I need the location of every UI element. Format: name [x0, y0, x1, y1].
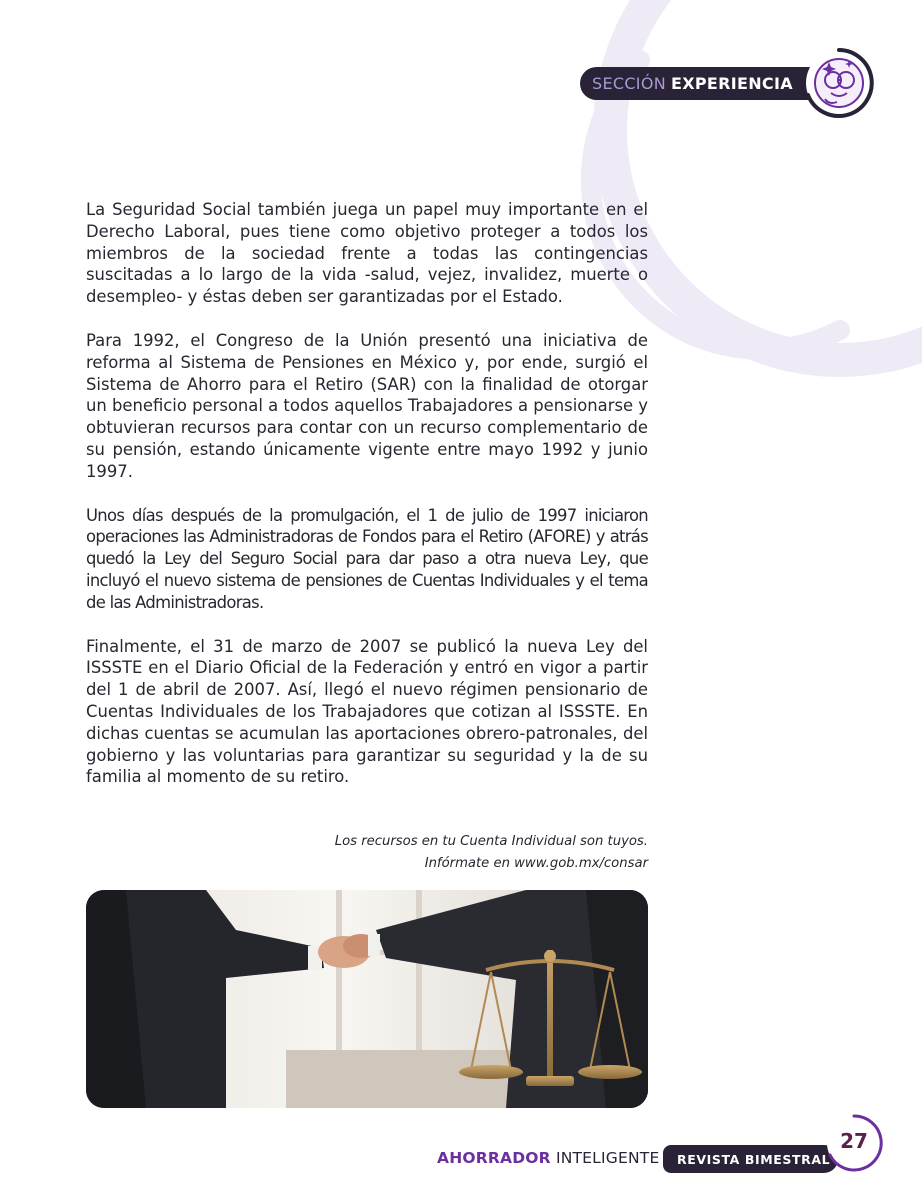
page-number: 27 — [840, 1129, 868, 1153]
thinking-face-icon — [803, 47, 875, 119]
pull-quote-line: Infórmate en www.gob.mx/consar — [424, 855, 648, 871]
pull-quote-line: Los recursos en tu Cuenta Individual son tuyos. — [334, 834, 648, 849]
section-tag-label: SECCIÓN — [592, 74, 666, 93]
article-body — [86, 199, 648, 810]
page-number-badge — [824, 1113, 884, 1173]
brand-bold: AHORRADOR — [437, 1149, 551, 1167]
footer-pill — [663, 1145, 838, 1173]
brand-light: INTELIGENTE — [555, 1149, 660, 1167]
paragraph: Finalmente, el 31 de marzo de 2007 se publicó la nueva Ley del ISSSTE en el Diario Oficial de la Federación y entró en vigor a partir del 1 de abril de 2007. Así, llegó el nuevo régimen pensionario de Cuentas Individuales de los Trabajadores que cotizan al ISSSTE. En dichas cuentas se acumulan las aportaciones obrero-patronales, del gobierno y las voluntarias para garantizar su seguridad y la de su familia al momento de su retiro. — [86, 636, 648, 787]
paragraph: Para 1992, el Congreso de la Unión presentó una iniciativa de reforma al Sistema de Pensiones en México y, por ende, surgió el Sistema de Ahorro para el Retiro (SAR) con la finalidad de otorgar un beneficio personal a todos aquellos Trabajadores a pensionarse y obtuvieran recursos para contar con un recurso complementario de su pensión, estando únicamente vigente entre mayo 1992 y junio 1997. — [86, 330, 648, 481]
handshake-photo — [86, 890, 648, 1108]
section-tag-name: EXPERIENCIA — [671, 74, 793, 93]
footer-pill-label: REVISTA BIMESTRAL — [677, 1151, 831, 1167]
pull-quote — [200, 831, 648, 874]
magazine-brand — [437, 1149, 659, 1167]
paragraph: Unos días después de la promulgación, el 1 de julio de 1997 iniciaron operaciones las Administradoras de Fondos para el Retiro (AFORE) y atrás quedó la Ley del Seguro Social para dar paso a otra nueva Ley, que incluyó el nuevo sistema de pensiones de Cuentas Individuales y el tema de las Administradoras. — [86, 505, 648, 612]
section-tag — [580, 67, 825, 100]
paragraph: La Seguridad Social también juega un papel muy importante en el Derecho Laboral, pues tiene como objetivo proteger a todos los miembros de la sociedad frente a todas las contingencias suscitadas a lo largo de la vida -salud, vejez, invalidez, muerte o desempleo- y éstas deben ser garantizadas por el Estado. — [86, 200, 648, 307]
